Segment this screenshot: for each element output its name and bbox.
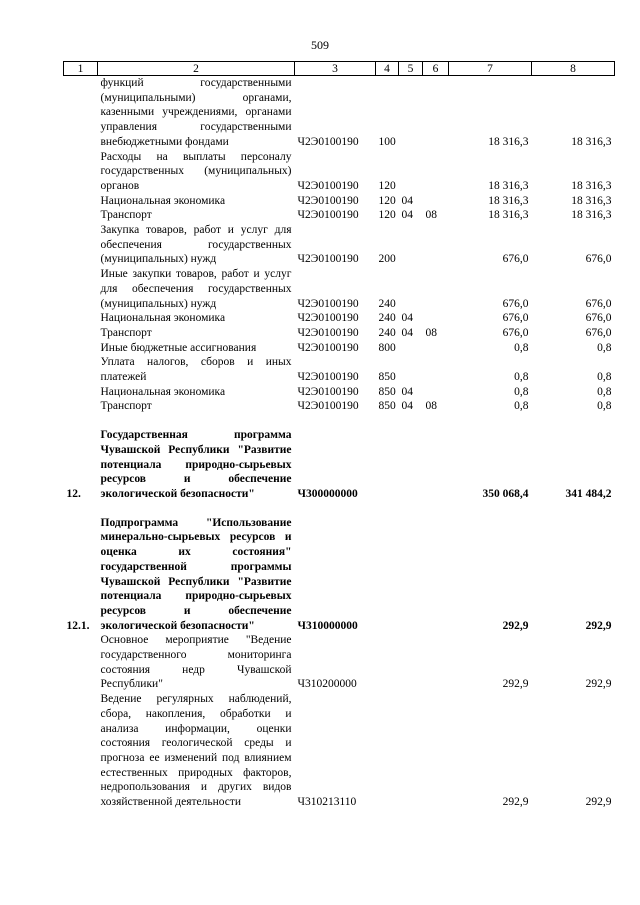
amount-col8: 0,8 xyxy=(597,371,612,384)
row-number: 12.1. xyxy=(66,619,90,632)
column-header: 1 xyxy=(64,62,98,76)
amount-col7: 18 316,3 xyxy=(488,194,529,207)
row-name: Расходы на выплаты персоналу государственных (муниципальных) органов xyxy=(100,150,292,192)
expense-type: 120 xyxy=(378,194,396,207)
amount-col7: 18 316,3 xyxy=(488,179,529,192)
row-name: Транспорт xyxy=(100,400,152,413)
amount-col7: 676,0 xyxy=(502,253,529,266)
subsection xyxy=(423,516,449,634)
amount-col7: 18 316,3 xyxy=(488,135,529,148)
row-number xyxy=(64,150,98,194)
spacer-cell xyxy=(64,502,615,516)
amount-col8: 18 316,3 xyxy=(571,135,612,148)
column-header: 5 xyxy=(399,62,423,76)
amount-col8: 292,9 xyxy=(585,619,612,632)
target-code: Ч2Э0100190 xyxy=(297,297,359,310)
row-number xyxy=(64,223,98,267)
row-name: Иные закупки товаров, работ и услуг для обеспечения государственных (муниципальных) нужд xyxy=(100,268,292,310)
row-name: функций государственными (муниципальными) органами, казенными учреждениями, органами управления государственными внебюджетными фондами xyxy=(100,77,292,148)
table-row xyxy=(64,150,615,194)
expense-type: 120 xyxy=(378,209,396,222)
subsection xyxy=(423,428,449,502)
table-row xyxy=(64,355,615,384)
subsection xyxy=(423,385,449,400)
expense-type: 850 xyxy=(378,400,396,413)
section xyxy=(399,223,423,267)
amount-col7: 676,0 xyxy=(502,297,529,310)
row-number xyxy=(64,76,98,150)
subsection xyxy=(423,311,449,326)
amount-col7: 676,0 xyxy=(502,326,529,339)
expense-type: 800 xyxy=(378,341,396,354)
spacer-cell xyxy=(64,414,615,428)
amount-col7: 0,8 xyxy=(514,371,529,384)
target-code: Ч2Э0100190 xyxy=(297,209,359,222)
page-number: 509 xyxy=(311,38,329,52)
subsection xyxy=(423,267,449,311)
row-name: Основное мероприятие "Ведение государственного мониторинга состояния недр Чувашской Республики" xyxy=(100,634,292,691)
target-code: Ч2Э0100190 xyxy=(297,341,359,354)
row-number xyxy=(64,267,98,311)
expense-type: 120 xyxy=(378,179,396,192)
table-row xyxy=(64,341,615,356)
section xyxy=(399,355,423,384)
column-header: 8 xyxy=(532,62,615,76)
amount-col7: 18 316,3 xyxy=(488,209,529,222)
table-row xyxy=(64,633,615,692)
amount-col8: 18 316,3 xyxy=(571,209,612,222)
amount-col8: 292,9 xyxy=(585,678,612,691)
section xyxy=(399,76,423,150)
expense-type: 200 xyxy=(378,253,396,266)
table-row xyxy=(64,692,615,810)
section: 04 xyxy=(401,400,413,413)
expense-type: 850 xyxy=(378,371,396,384)
table-row xyxy=(64,326,615,341)
row-number xyxy=(64,341,98,356)
section xyxy=(399,428,423,502)
column-header-row xyxy=(64,62,615,76)
column-header: 6 xyxy=(423,62,449,76)
target-code: Ч2Э0100190 xyxy=(297,400,359,413)
row-number xyxy=(64,385,98,400)
expense-type: 240 xyxy=(378,312,396,325)
subsection: 08 xyxy=(425,209,437,222)
target-code: Ч310213110 xyxy=(297,796,357,809)
row-name: Транспорт xyxy=(100,326,152,339)
target-code: Ч2Э0100190 xyxy=(297,371,359,384)
row-number xyxy=(64,311,98,326)
column-header: 4 xyxy=(376,62,399,76)
column-header: 7 xyxy=(449,62,532,76)
amount-col8: 292,9 xyxy=(585,796,612,809)
subsection: 08 xyxy=(425,326,437,339)
amount-col7: 676,0 xyxy=(502,312,529,325)
table-row xyxy=(64,194,615,209)
subsection xyxy=(423,341,449,356)
subsection xyxy=(423,194,449,209)
section xyxy=(399,341,423,356)
target-code: Ч2Э0100190 xyxy=(297,179,359,192)
row-number xyxy=(64,355,98,384)
section xyxy=(399,633,423,692)
amount-col7: 292,9 xyxy=(502,678,529,691)
section: 04 xyxy=(401,209,413,222)
subsection xyxy=(423,633,449,692)
section: 04 xyxy=(401,326,413,339)
amount-col7: 292,9 xyxy=(502,796,529,809)
amount-col8: 0,8 xyxy=(597,385,612,398)
row-number xyxy=(64,633,98,692)
section: 04 xyxy=(401,194,413,207)
table-row xyxy=(64,76,615,150)
row-name: Подпрограмма "Использование минерально-сырьевых ресурсов и оценка их состояния" государственной программы Чувашской Республики "Развитие потенциала природно-сырьевых ресурсов и обеспечение экологической безопасности" xyxy=(100,516,292,632)
section: 04 xyxy=(401,312,413,325)
row-number xyxy=(64,208,98,223)
column-header: 2 xyxy=(98,62,295,76)
row-name: Национальная экономика xyxy=(100,194,226,207)
row-number xyxy=(64,399,98,414)
row-name: Транспорт xyxy=(100,209,152,222)
expense-type: 850 xyxy=(378,385,396,398)
section xyxy=(399,267,423,311)
subsection xyxy=(423,355,449,384)
row-name: Уплата налогов, сборов и иных платежей xyxy=(100,356,292,384)
expense-type xyxy=(376,692,399,810)
expense-type xyxy=(376,516,399,634)
section xyxy=(399,150,423,194)
expense-type: 100 xyxy=(378,135,396,148)
target-code: Ч2Э0100190 xyxy=(297,385,359,398)
target-code: Ч2Э0100190 xyxy=(297,253,359,266)
amount-col8: 18 316,3 xyxy=(571,194,612,207)
amount-col8: 18 316,3 xyxy=(571,179,612,192)
section xyxy=(399,516,423,634)
amount-col8: 676,0 xyxy=(585,253,612,266)
expense-type: 240 xyxy=(378,326,396,339)
row-number xyxy=(64,194,98,209)
row-number xyxy=(64,326,98,341)
amount-col7: 350 068,4 xyxy=(482,487,529,500)
row-name: Национальная экономика xyxy=(100,385,226,398)
target-code: Ч2Э0100190 xyxy=(297,194,359,207)
table-row xyxy=(64,385,615,400)
table-row xyxy=(64,428,615,502)
table-row xyxy=(64,267,615,311)
amount-col7: 292,9 xyxy=(502,619,529,632)
amount-col8: 0,8 xyxy=(597,400,612,413)
expense-type xyxy=(376,633,399,692)
row-name: Закупка товаров, работ и услуг для обеспечения государственных (муниципальных) нужд xyxy=(100,224,292,266)
subsection xyxy=(423,223,449,267)
amount-col8: 341 484,2 xyxy=(565,487,612,500)
amount-col8: 676,0 xyxy=(585,312,612,325)
amount-col7: 0,8 xyxy=(514,341,529,354)
amount-col7: 0,8 xyxy=(514,400,529,413)
subsection xyxy=(423,76,449,150)
target-code: Ч2Э0100190 xyxy=(297,135,359,148)
amount-col7: 0,8 xyxy=(514,385,529,398)
table-row xyxy=(64,399,615,414)
row-name: Иные бюджетные ассигнования xyxy=(100,341,257,354)
spacer-row xyxy=(64,414,615,428)
amount-col8: 676,0 xyxy=(585,297,612,310)
target-code: Ч310000000 xyxy=(297,619,358,632)
table-row xyxy=(64,208,615,223)
row-name: Государственная программа Чувашской Республики "Развитие потенциала природно-сырьевых ресурсов и обеспечение экологической безопасности" xyxy=(100,429,292,500)
row-name: Ведение регулярных наблюдений, сбора, накопления, обработки и анализа информации, оценки состояния геологической среды и прогноза ее изменений под влиянием естественных природных факторов, недропользования и других видов хозяйственной деятельности xyxy=(100,693,292,809)
target-code: Ч2Э0100190 xyxy=(297,312,359,325)
table-row xyxy=(64,311,615,326)
subsection xyxy=(423,150,449,194)
target-code: Ч310200000 xyxy=(297,678,357,691)
amount-col8: 676,0 xyxy=(585,326,612,339)
target-code: Ч300000000 xyxy=(297,487,358,500)
subsection xyxy=(423,692,449,810)
row-name: Национальная экономика xyxy=(100,312,226,325)
table-body xyxy=(64,76,615,810)
expense-type: 240 xyxy=(378,297,396,310)
row-number xyxy=(64,692,98,810)
spacer-row xyxy=(64,502,615,516)
amount-col8: 0,8 xyxy=(597,341,612,354)
budget-table xyxy=(63,61,615,810)
section xyxy=(399,692,423,810)
expense-type xyxy=(376,428,399,502)
table-row xyxy=(64,516,615,634)
column-header: 3 xyxy=(295,62,376,76)
row-number: 12. xyxy=(66,487,81,500)
table-row xyxy=(64,223,615,267)
section: 04 xyxy=(401,385,413,398)
target-code: Ч2Э0100190 xyxy=(297,326,359,339)
subsection: 08 xyxy=(425,400,437,413)
